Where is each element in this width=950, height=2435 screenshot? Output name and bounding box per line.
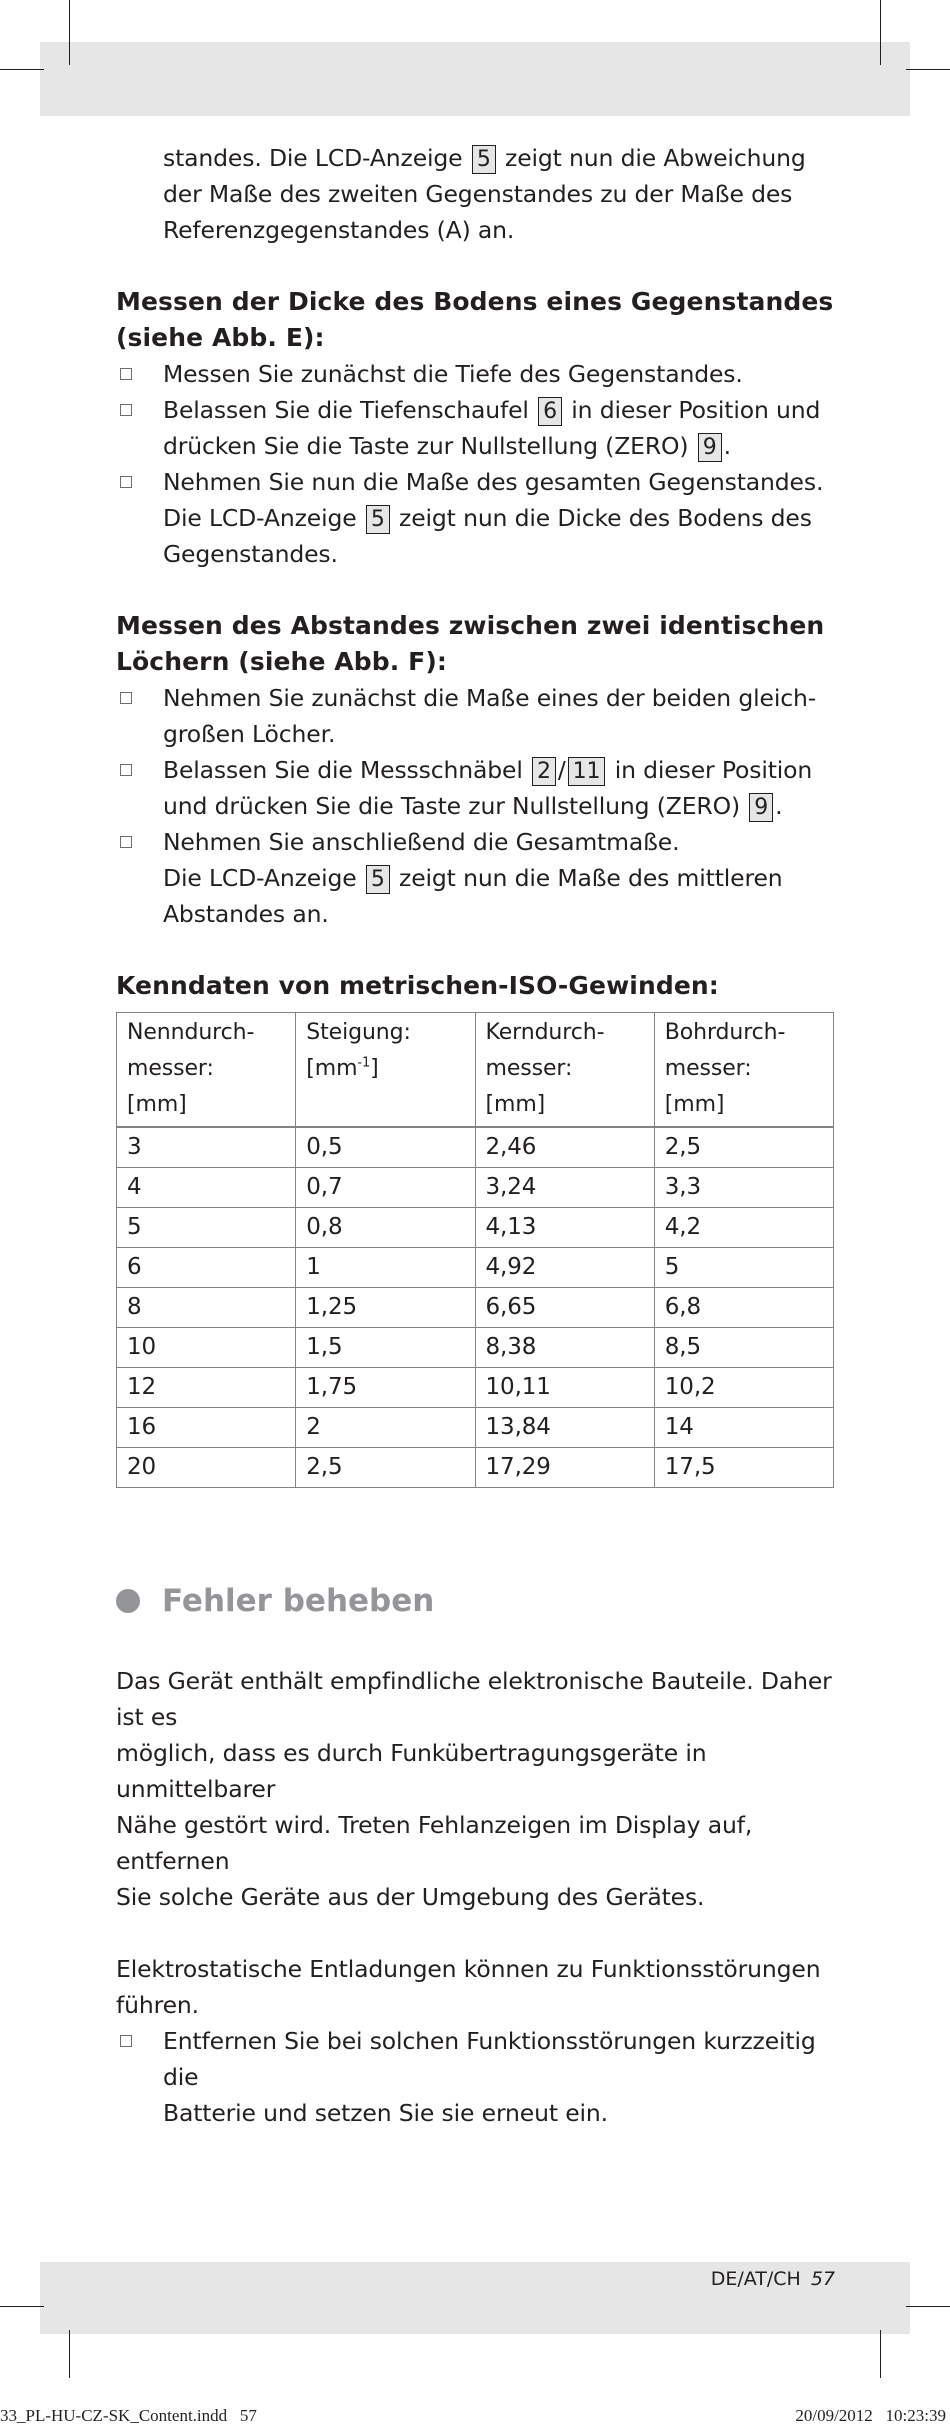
table-cell: 3,24 <box>475 1168 654 1208</box>
ref-box: 5 <box>366 505 390 534</box>
text: Referenzgegenstandes (A) an. <box>163 216 515 244</box>
table-cell: 3 <box>117 1127 296 1168</box>
text: zeigt nun die Abweichung <box>505 144 806 172</box>
table-header-row <box>117 1013 834 1128</box>
text: Nähe gestört wird. Treten Fehlanzeigen im Display auf, entfernen <box>116 1811 753 1875</box>
header-cell <box>654 1013 833 1128</box>
table-cell: 6,8 <box>654 1288 833 1328</box>
ref-box: 2 <box>532 757 556 786</box>
table-cell: 4,13 <box>475 1208 654 1248</box>
table-cell: 2 <box>296 1408 475 1448</box>
text: ] <box>370 1056 379 1081</box>
list-item <box>116 680 836 752</box>
list-item <box>116 824 836 932</box>
continuation-paragraph <box>116 140 836 248</box>
table-cell: 17,5 <box>654 1448 833 1488</box>
iso-thread-table <box>116 1012 834 1488</box>
table-cell: 10 <box>117 1328 296 1368</box>
troubleshooting-content <box>116 1663 836 2131</box>
table-row <box>117 1408 834 1448</box>
table-row <box>117 1288 834 1328</box>
table-cell: 20 <box>117 1448 296 1488</box>
table-cell: 6 <box>117 1248 296 1288</box>
text: in dieser Position <box>614 756 813 784</box>
header-line: [mm] <box>127 1092 187 1117</box>
header-line: messer: <box>664 1056 752 1081</box>
table-cell: 1,5 <box>296 1328 475 1368</box>
crop-mark <box>880 0 881 65</box>
table-row <box>117 1168 834 1208</box>
text: Messen Sie zunächst die Tiefe des Gegenstandes. <box>163 360 743 388</box>
table-cell: 3,3 <box>654 1168 833 1208</box>
print-slug-file: 33_PL-HU-CZ-SK_Content.indd 57 <box>0 2406 257 2425</box>
header-line: Nenndurch- <box>127 1020 255 1045</box>
crop-mark <box>906 69 950 70</box>
table-row <box>117 1127 834 1168</box>
header-line: [mm] <box>664 1092 725 1117</box>
section-heading-f <box>116 608 836 680</box>
table-row <box>117 1368 834 1408</box>
checkbox-bullet-icon <box>120 476 132 488</box>
table-cell: 0,8 <box>296 1208 475 1248</box>
text: Batterie und setzen Sie sie erneut ein. <box>163 2099 608 2127</box>
ref-box: 11 <box>568 757 606 786</box>
crop-mark <box>880 2330 881 2378</box>
text: Belassen Sie die Tiefenschaufel <box>163 396 529 424</box>
ref-box: 5 <box>472 145 496 174</box>
crop-mark <box>0 69 44 70</box>
page-number: 57 <box>810 2268 835 2290</box>
locale-label: DE/AT/CH <box>710 2268 801 2290</box>
text: standes. Die LCD-Anzeige <box>163 144 463 172</box>
table-cell: 1,25 <box>296 1288 475 1328</box>
text: und drücken Sie die Taste zur Nullstellung (ZERO) <box>163 792 740 820</box>
header-line: Kerndurch- <box>485 1020 605 1045</box>
header-cell <box>475 1013 654 1128</box>
text: drücken Sie die Taste zur Nullstellung (ZERO) <box>163 432 689 460</box>
header-band <box>40 42 910 116</box>
header-line: messer: <box>485 1056 573 1081</box>
list-item <box>116 464 836 572</box>
crop-mark <box>906 2306 950 2307</box>
table-row <box>117 1208 834 1248</box>
checkbox-bullet-icon <box>120 2035 132 2047</box>
print-slug-date: 20/09/2012 10:23:39 <box>795 2406 946 2425</box>
text: . <box>775 792 783 820</box>
header-cell <box>117 1013 296 1128</box>
text: Das Gerät enthält empfindliche elektronische Bauteile. Daher ist es <box>116 1667 832 1731</box>
text: Sie solche Geräte aus der Umgebung des Gerätes. <box>116 1883 705 1911</box>
checkbox-bullet-icon <box>120 368 132 380</box>
header-line: Bohrdurch- <box>664 1020 786 1045</box>
header-cell <box>296 1013 475 1128</box>
text: in dieser Position und <box>571 396 821 424</box>
heading-line: (siehe Abb. E): <box>116 323 325 352</box>
table-cell: 6,65 <box>475 1288 654 1328</box>
checkbox-bullet-icon <box>120 692 132 704</box>
crop-mark <box>69 2330 70 2378</box>
table-cell: 1,75 <box>296 1368 475 1408</box>
text: Belassen Sie die Messschnäbel <box>163 756 523 784</box>
table-cell: 8,38 <box>475 1328 654 1368</box>
text: Die LCD-Anzeige <box>163 864 357 892</box>
table-cell: 0,5 <box>296 1127 475 1168</box>
steps-list-e <box>116 356 836 572</box>
checkbox-bullet-icon <box>120 764 132 776</box>
heading-line: Löchern (siehe Abb. F): <box>116 647 447 676</box>
header-line: [mm] <box>485 1092 546 1117</box>
table-cell: 16 <box>117 1408 296 1448</box>
table-cell: 2,46 <box>475 1127 654 1168</box>
table-cell: 4,92 <box>475 1248 654 1288</box>
table-body <box>117 1127 834 1488</box>
table-cell: 10,2 <box>654 1368 833 1408</box>
header-line: messer: <box>127 1056 214 1081</box>
table-cell: 8,5 <box>654 1328 833 1368</box>
ref-box: 5 <box>366 865 390 894</box>
crop-mark <box>69 0 70 65</box>
checkbox-bullet-icon <box>120 404 132 416</box>
text: Nehmen Sie nun die Maße des gesamten Gegenstandes. <box>163 468 824 496</box>
table-cell: 5 <box>654 1248 833 1288</box>
table-cell: 4,2 <box>654 1208 833 1248</box>
ref-box: 9 <box>698 433 722 462</box>
table-row <box>117 1448 834 1488</box>
table-cell: 4 <box>117 1168 296 1208</box>
table-cell: 14 <box>654 1408 833 1448</box>
text: großen Löcher. <box>163 720 336 748</box>
table-row <box>117 1248 834 1288</box>
text: zeigt nun die Maße des mittleren <box>399 864 783 892</box>
ref-box: 6 <box>538 397 562 426</box>
troubleshooting-title <box>116 1583 434 1619</box>
table-cell: 12 <box>117 1368 296 1408</box>
text: Elektrostatische Entladungen können zu Funktionsstörungen führen. <box>116 1955 821 2019</box>
text: zeigt nun die Dicke des Bodens des <box>399 504 812 532</box>
steps-list-f <box>116 680 836 932</box>
checkbox-bullet-icon <box>120 836 132 848</box>
list-item <box>116 2023 836 2131</box>
list-item <box>116 392 836 464</box>
table-cell: 10,11 <box>475 1368 654 1408</box>
text: Nehmen Sie zunächst die Maße eines der beiden gleich- <box>163 684 817 712</box>
ref-box: 9 <box>749 793 773 822</box>
troubleshooting-steps <box>116 2023 836 2131</box>
list-item <box>116 356 836 392</box>
section-title-text: Fehler beheben <box>162 1583 435 1619</box>
text: möglich, dass es durch Funkübertragungsgeräte in unmittelbarer <box>116 1739 707 1803</box>
table-heading: Kenndaten von metrischen-ISO-Gewinden: <box>116 971 719 1000</box>
table-cell: 2,5 <box>654 1127 833 1168</box>
superscript: -1 <box>357 1055 371 1071</box>
text: Abstandes an. <box>163 900 329 928</box>
table-cell: 8 <box>117 1288 296 1328</box>
table-cell: 0,7 <box>296 1168 475 1208</box>
text: / <box>557 756 566 784</box>
crop-mark <box>0 2306 44 2307</box>
header-line <box>306 1051 464 1087</box>
list-item <box>116 752 836 824</box>
text: . <box>723 432 731 460</box>
text: der Maße des zweiten Gegenstandes zu der Maße des <box>163 180 793 208</box>
table-cell: 5 <box>117 1208 296 1248</box>
text: [mm <box>306 1056 358 1081</box>
text: Gegenstandes. <box>163 540 338 568</box>
table-cell: 2,5 <box>296 1448 475 1488</box>
text: Die LCD-Anzeige <box>163 504 357 532</box>
table-row <box>117 1328 834 1368</box>
section-heading-e <box>116 284 836 356</box>
main-content <box>116 140 836 1488</box>
text: Nehmen Sie anschließend die Gesamtmaße. <box>163 828 680 856</box>
table-cell: 1 <box>296 1248 475 1288</box>
header-line: Steigung: <box>306 1020 411 1045</box>
heading-line: Messen der Dicke des Bodens eines Gegenstandes <box>116 287 834 316</box>
text: Entfernen Sie bei solchen Funktionsstörungen kurzzeitig die <box>163 2027 816 2091</box>
bullet-dot-icon <box>116 1589 140 1613</box>
page-footer <box>711 2268 835 2290</box>
table-cell: 17,29 <box>475 1448 654 1488</box>
table-cell: 13,84 <box>475 1408 654 1448</box>
heading-line: Messen des Abstandes zwischen zwei identischen <box>116 611 825 640</box>
